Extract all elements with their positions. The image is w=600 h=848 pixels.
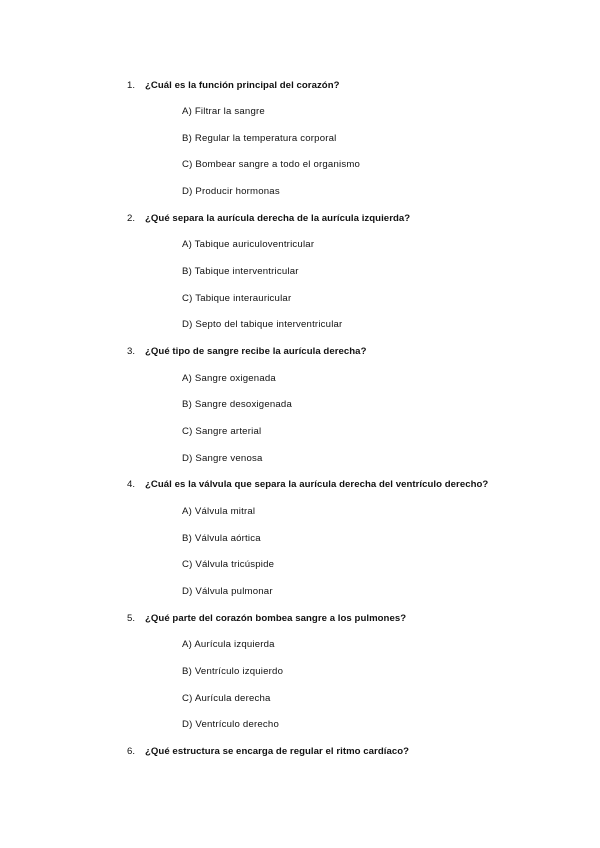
question-number: 4. xyxy=(127,479,136,490)
question-text: ¿Qué estructura se encarga de regular el ritmo cardíaco? xyxy=(145,746,410,757)
question-4 xyxy=(127,479,488,491)
option-3b: B) Sangre desoxigenada xyxy=(182,399,293,410)
question-number: 3. xyxy=(127,346,136,357)
option-1b: B) Regular la temperatura corporal xyxy=(182,133,337,144)
option-3a: A) Sangre oxigenada xyxy=(182,373,276,384)
question-text: ¿Cuál es la función principal del corazón? xyxy=(145,80,340,91)
option-5b: B) Ventrículo izquierdo xyxy=(182,666,284,677)
option-2d: D) Septo del tabique interventricular xyxy=(182,319,343,330)
option-1a: A) Filtrar la sangre xyxy=(182,106,265,117)
question-1 xyxy=(127,80,340,92)
question-number: 2. xyxy=(127,213,136,224)
option-3c: C) Sangre arterial xyxy=(182,426,262,437)
question-text: ¿Qué parte del corazón bombea sangre a los pulmones? xyxy=(145,613,407,624)
option-5d: D) Ventrículo derecho xyxy=(182,719,279,730)
option-4b: B) Válvula aórtica xyxy=(182,533,261,544)
option-2a: A) Tabique auriculoventricular xyxy=(182,239,315,250)
option-4d: D) Válvula pulmonar xyxy=(182,586,273,597)
option-5a: A) Aurícula izquierda xyxy=(182,639,275,650)
option-2c: C) Tabique interauricular xyxy=(182,293,292,304)
question-text: ¿Qué separa la aurícula derecha de la aurícula izquierda? xyxy=(145,213,411,224)
option-3d: D) Sangre venosa xyxy=(182,453,263,464)
question-number: 1. xyxy=(127,80,136,91)
question-3 xyxy=(127,346,366,358)
option-4c: C) Válvula tricúspide xyxy=(182,559,275,570)
question-text: ¿Qué tipo de sangre recibe la aurícula derecha? xyxy=(145,346,367,357)
option-1c: C) Bombear sangre a todo el organismo xyxy=(182,159,361,170)
question-text: ¿Cuál es la válvula que separa la aurícula derecha del ventrículo derecho? xyxy=(145,479,489,490)
question-5 xyxy=(127,613,406,625)
question-number: 5. xyxy=(127,613,136,624)
question-6 xyxy=(127,746,409,758)
option-2b: B) Tabique interventricular xyxy=(182,266,299,277)
option-1d: D) Producir hormonas xyxy=(182,186,280,197)
question-2 xyxy=(127,213,410,225)
option-5c: C) Aurícula derecha xyxy=(182,693,271,704)
option-4a: A) Válvula mitral xyxy=(182,506,256,517)
question-number: 6. xyxy=(127,746,136,757)
